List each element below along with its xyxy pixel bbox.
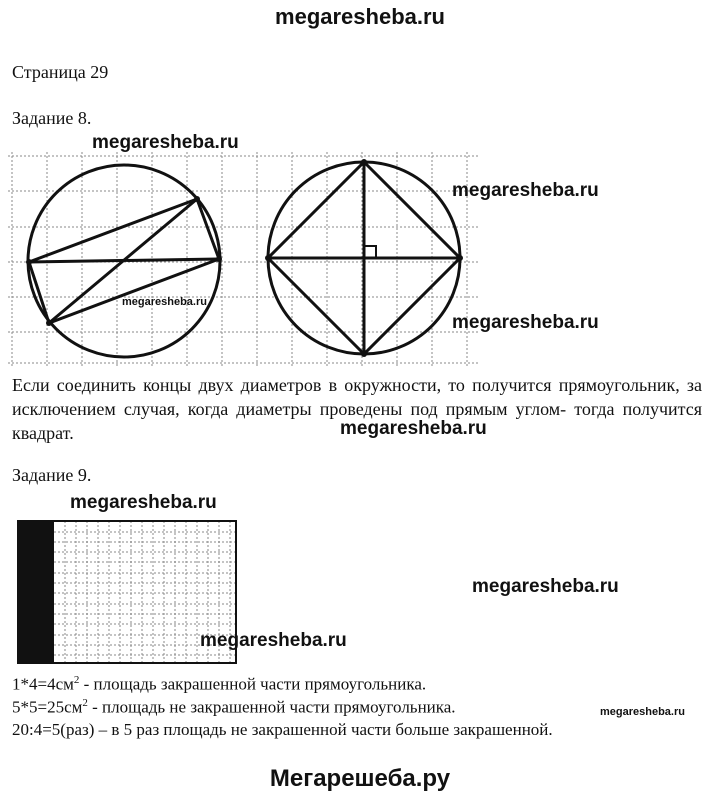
watermark: megaresheba.ru	[472, 576, 619, 597]
site-header: megaresheba.ru	[275, 4, 445, 29]
watermark: megaresheba.ru	[70, 492, 217, 513]
task9-line-3: 20:4=5(раз) – в 5 раз площадь не закрашенной части больше закрашенной.	[12, 720, 553, 739]
shaded-part	[18, 521, 54, 663]
circle-rectangle	[28, 165, 220, 357]
task9-line-2: $5*5=25см^2$ - площадь не закрашенной части прямоугольника.	[12, 697, 456, 717]
page-label: Страница 29	[12, 62, 109, 82]
task8-title: Задание 8.	[12, 108, 92, 128]
watermark: megaresheba.ru	[452, 180, 599, 201]
watermark: megaresheba.ru	[452, 312, 599, 333]
task9-line-1: $1*4=4см^2$ - площадь закрашенной части прямоугольника.	[12, 674, 427, 694]
task9-title: Задание 9.	[12, 465, 92, 485]
watermark: megaresheba.ru	[200, 630, 347, 651]
watermark: megaresheba.ru	[92, 132, 239, 153]
circle-square	[268, 162, 460, 354]
watermark: megaresheba.ru	[600, 706, 685, 718]
task8-figure	[0, 148, 720, 370]
watermark: megaresheba.ru	[340, 418, 487, 439]
site-footer: Мегарешеба.ру	[269, 765, 451, 792]
task8-explanation: Если соединить концы двух диаметров в окружности, то получится прямоугольник, за исключением случая, когда диаметры проведены под прямым углом- тогда получится квадрат.	[12, 375, 702, 443]
watermark: megaresheba.ru	[122, 296, 207, 308]
